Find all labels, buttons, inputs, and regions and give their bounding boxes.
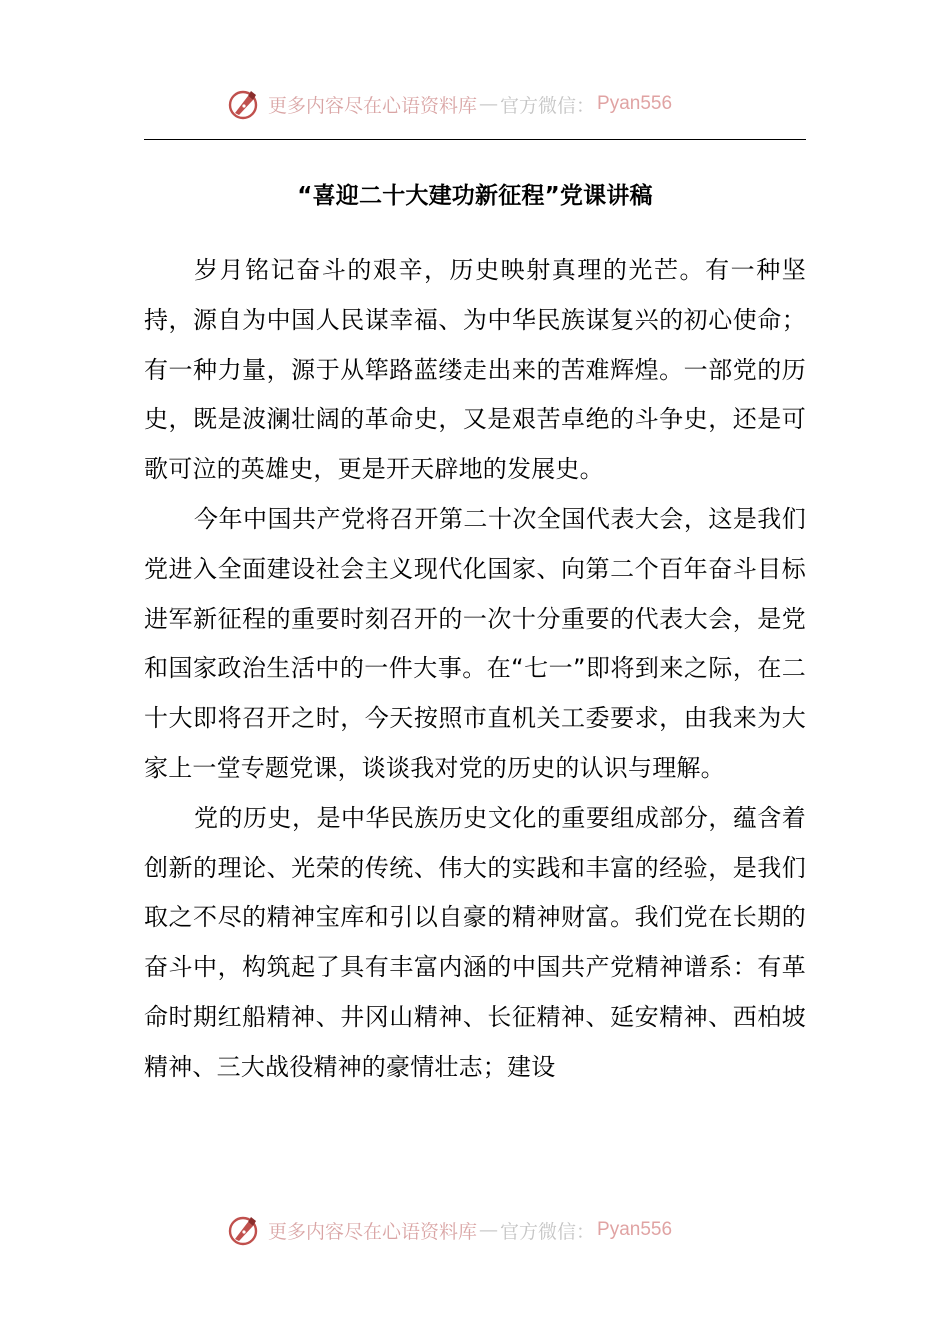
footer-watermark bbox=[226, 1210, 672, 1250]
watermark-wechat-id: Pyan556 bbox=[597, 1219, 673, 1240]
paragraph-2: 今年中国共产党将召开第二十次全国代表大会，这是我们党进入全面建设社会主义现代化国家、向第二个百年奋斗目标进军新征程的重要时刻召开的一次十分重要的代表大会，是党和国家政治生活中的一件大事。在“七一”即将到来之际，在二十大即将召开之时，今天按照市直机关工委要求，由我来为大家上一堂专题党课，谈谈我对党的历史的认识与理解。 bbox=[144, 504, 806, 782]
document-body bbox=[144, 246, 806, 1093]
paragraph-3: 党的历史，是中华民族历史文化的重要组成部分，蕴含着创新的理论、光荣的传统、伟大的实践和丰富的经验，是我们取之不尽的精神宝库和引以自豪的精神财富。我们党在长期的奋斗中，构筑起了具有丰富内涵的中国共产党精神谱系：有革命时期红船精神、井冈山精神、长征精神、延安精神、西柏坡精神、三大战役精神的豪情壮志；建设 bbox=[144, 803, 806, 1081]
pen-nib-circle-icon bbox=[226, 86, 262, 122]
watermark-separator: — bbox=[479, 1219, 499, 1241]
watermark-separator: — bbox=[479, 93, 499, 115]
header-divider bbox=[144, 139, 806, 140]
document-title: “喜迎二十大建功新征程”党课讲稿 bbox=[297, 183, 653, 209]
header-watermark bbox=[226, 84, 672, 124]
pen-nib-circle-icon bbox=[226, 1212, 262, 1248]
paragraph-1: 岁月铭记奋斗的艰辛，历史映射真理的光芒。有一种坚持，源自为中国人民谋幸福、为中华民族谋复兴的初心使命；有一种力量，源于从筚路蓝缕走出来的苦难辉煌。一部党的历史，既是波澜壮阔的革命史，又是艰苦卓绝的斗争史，还是可歌可泣的英雄史，更是开天辟地的发展史。 bbox=[144, 256, 806, 484]
watermark-label: 官方微信： bbox=[500, 94, 596, 117]
watermark-text: 更多内容尽在心语资料库 bbox=[268, 1220, 478, 1243]
watermark-wechat-id: Pyan556 bbox=[597, 93, 673, 114]
watermark-text: 更多内容尽在心语资料库 bbox=[268, 94, 478, 117]
watermark-label: 官方微信： bbox=[500, 1220, 596, 1243]
